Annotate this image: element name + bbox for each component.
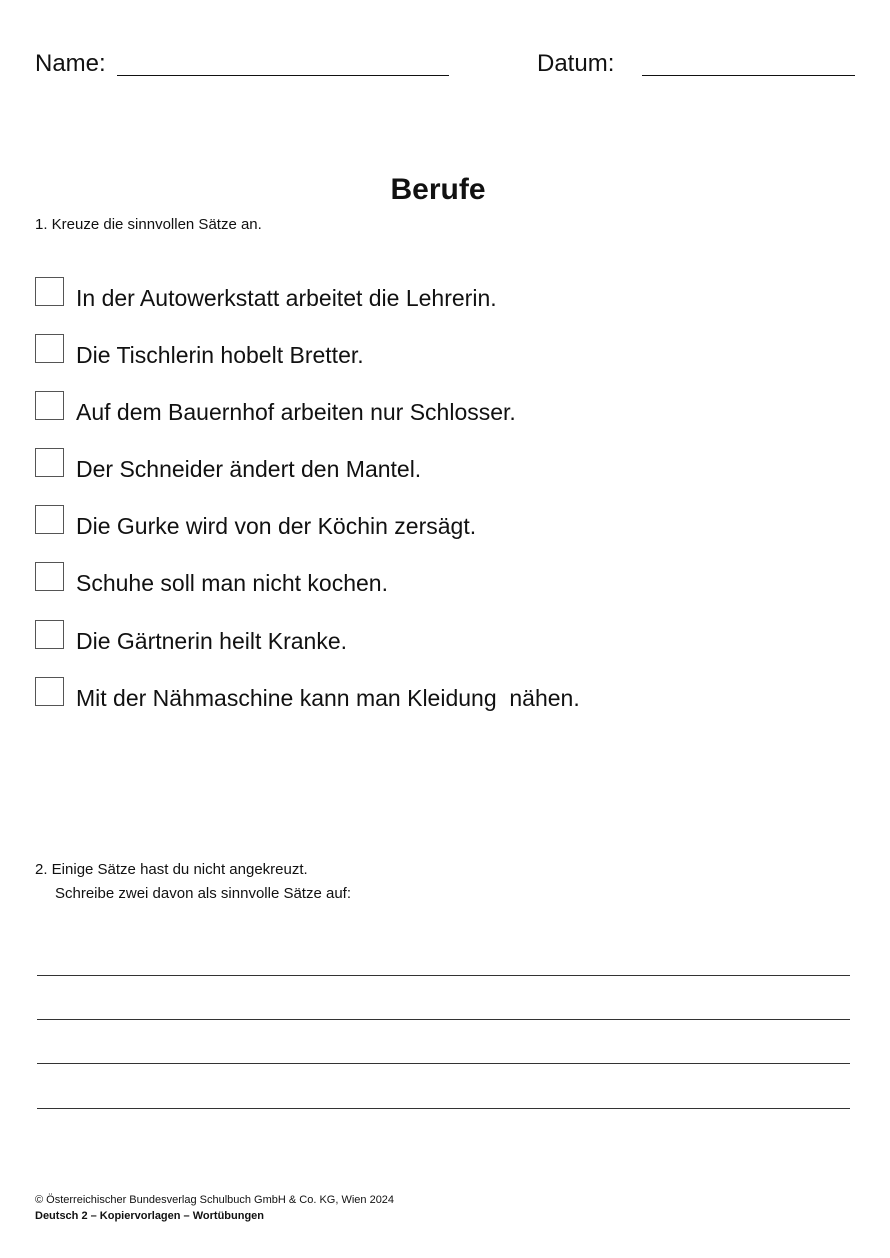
task2-instruction: 2. Einige Sätze hast du nicht angekreuzt. (35, 861, 308, 878)
sentence-text: Mit der Nähmaschine kann man Kleidung nähen. (76, 685, 580, 711)
sentence-text: Der Schneider ändert den Mantel. (76, 456, 422, 482)
task2-instruction-2: Schreibe zwei davon als sinnvolle Sätze auf: (55, 885, 352, 902)
date-label: Datum: (537, 50, 615, 77)
checkbox[interactable] (35, 677, 64, 706)
checkbox[interactable] (35, 277, 64, 306)
checkbox[interactable] (35, 620, 64, 649)
sentence-text: Auf dem Bauernhof arbeiten nur Schlosser. (76, 399, 516, 425)
date-line[interactable] (642, 75, 855, 76)
checkbox[interactable] (35, 448, 64, 477)
checkbox[interactable] (35, 505, 64, 534)
writing-line[interactable] (37, 975, 850, 976)
sentence-text: Die Tischlerin hobelt Bretter. (76, 342, 364, 368)
sentence-text: Die Gurke wird von der Köchin zersägt. (76, 513, 477, 539)
checkbox[interactable] (35, 334, 64, 363)
sentence-text: In der Autowerkstatt arbeitet die Lehrerin. (76, 285, 497, 311)
series-text: Deutsch 2 – Kopiervorlagen – Wortübungen (35, 1210, 264, 1222)
writing-line[interactable] (37, 1063, 850, 1064)
name-line[interactable] (117, 75, 449, 76)
task1-instruction: 1. Kreuze die sinnvollen Sätze an. (35, 216, 262, 233)
sentence-text: Die Gärtnerin heilt Kranke. (76, 628, 348, 654)
writing-line[interactable] (37, 1108, 850, 1109)
page-title: Berufe (390, 173, 486, 206)
checkbox[interactable] (35, 391, 64, 420)
copyright-text: © Österreichischer Bundesverlag Schulbuch GmbH & Co. KG, Wien 2024 (35, 1194, 395, 1206)
name-label: Name: (35, 50, 106, 77)
sentence-text: Schuhe soll man nicht kochen. (76, 570, 388, 596)
checkbox[interactable] (35, 562, 64, 591)
writing-line[interactable] (37, 1019, 850, 1020)
